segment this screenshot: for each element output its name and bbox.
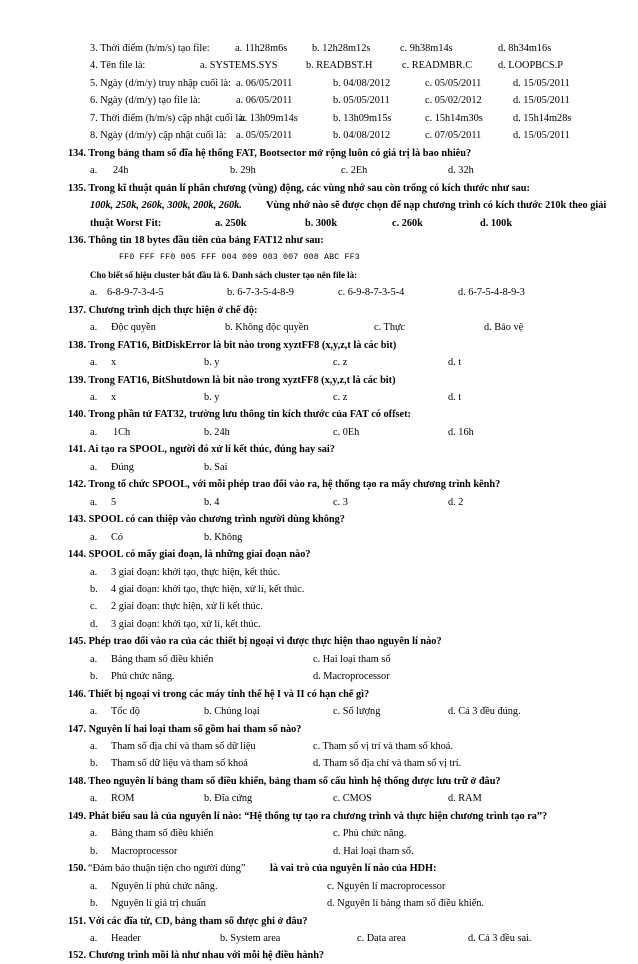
- line-text: Bảng tham số điều khiển: [111, 653, 214, 665]
- line-text: b. READBST.H: [306, 60, 373, 72]
- line-text: d. Tham số địa chỉ và tham số vị trí.: [313, 758, 462, 770]
- line-text: a.: [90, 357, 98, 369]
- question-line: [0, 215, 638, 232]
- answer-line: [0, 92, 638, 109]
- line-text: 140. Trong phần tử FAT32, trường lưu thông tin kích thước của FAT có offset:: [68, 409, 411, 421]
- line-text: a.: [90, 793, 98, 805]
- line-text: c. 07/05/2011: [425, 130, 482, 142]
- line-text: b. 12h28m12s: [312, 43, 371, 54]
- line-text: Đúng: [111, 461, 134, 473]
- answer-line: [0, 598, 638, 615]
- line-text: Header: [111, 932, 141, 944]
- answer-line: [0, 738, 638, 755]
- line-text: 139. Trong FAT16, BitShutdown là bit nào trong xyztFF8 (x,y,z,t là các bit): [68, 374, 396, 386]
- line-text: 146. Thiết bị ngoại vi trong các máy tính thế hệ I và II có hạn chế gì?: [68, 688, 370, 700]
- line-text: c. 05/05/2011: [425, 77, 482, 89]
- line-text: x: [111, 392, 117, 403]
- question-line: [0, 197, 638, 214]
- line-text: d. RAM: [448, 793, 482, 805]
- line-text: 5. Ngày (d/m/y) truy nhập cuối là:: [90, 77, 231, 89]
- line-text: 100k, 250k, 260k, 300k, 200k, 260k.: [90, 200, 242, 212]
- answer-line: [0, 319, 638, 336]
- question-line: [0, 476, 638, 493]
- line-text: b. y: [204, 392, 220, 403]
- line-text: d. 100k: [480, 217, 513, 229]
- line-text: a. 06/05/2011: [236, 77, 293, 89]
- line-text: 144. SPOOL có mấy giai đoạn, là những giai đoạn nào?: [68, 549, 311, 561]
- line-text: d. 15/05/2011: [513, 95, 570, 107]
- line-text: Vùng nhớ nào sẽ được chọn để nạp chương trình có kích thước 210k theo giải: [266, 200, 607, 212]
- line-text: d. 15/05/2011: [513, 130, 570, 142]
- line-text: a. SYSTEMS.SYS: [200, 60, 278, 72]
- line-text: d. LOOPBCS.P: [498, 60, 563, 72]
- line-text: b.: [90, 758, 98, 770]
- question-line: [0, 511, 638, 528]
- line-text: 3 giai đoạn: khởi tạo, thực hiện, kết thúc.: [111, 566, 281, 578]
- line-text: c. 9h38m14s: [400, 43, 453, 54]
- line-text: d. Cả 3 đều sai.: [468, 932, 532, 944]
- line-text: Nguyên lí phủ chức năng.: [111, 880, 218, 892]
- line-text: d. t: [448, 392, 462, 403]
- line-text: 141. Ai tạo ra SPOOL, người đó xử lí kết thúc, đúng hay sai?: [68, 444, 335, 456]
- line-text: d. Macroprocessor: [313, 671, 390, 683]
- line-text: b. 24h: [204, 426, 230, 438]
- line-text: b. 6-7-3-5-4-8-9: [227, 287, 294, 299]
- line-text: 134. Trong bảng tham số đĩa hệ thống FAT, Bootsector mở rộng luôn có giá trị là bao nhiêu?: [68, 147, 472, 159]
- line-text: c. Phủ chức năng.: [333, 828, 407, 840]
- question-line: [0, 441, 638, 458]
- line-text: Phủ chức năng.: [111, 671, 175, 683]
- line-text: c. 260k: [392, 217, 423, 229]
- line-text: d. t: [448, 357, 462, 369]
- question-line: [0, 406, 638, 423]
- line-text: 138. Trong FAT16, BitDiskError là bit nào trong xyztFF8 (x,y,z,t là các bit): [68, 339, 397, 351]
- line-text: Bảng tham số điều khiển: [111, 828, 214, 840]
- line-text: 6-8-9-7-3-4-5: [107, 287, 164, 299]
- line-text: Tham số địa chỉ và tham số dữ liệu: [111, 741, 256, 752]
- line-text: a.: [90, 426, 98, 438]
- question-line: [0, 686, 638, 703]
- line-text: c. Số lượng: [333, 706, 381, 718]
- line-text: d. Nguyên lí bảng tham số điều khiển.: [327, 898, 485, 910]
- line-text: 152. Chương trình mồi là như nhau với mỗi hệ điều hành?: [68, 950, 325, 962]
- question-line: [0, 267, 638, 284]
- line-text: 3 giai đoạn: khởi tạo, xử lí, kết thúc.: [111, 618, 261, 630]
- line-text: c. 2Eh: [341, 165, 368, 177]
- question-line: [0, 808, 638, 825]
- line-text: c. Nguyên lí macroprocessor: [327, 880, 446, 892]
- line-text: a.: [90, 461, 98, 473]
- line-text: b.: [90, 898, 98, 910]
- answer-line: [0, 616, 638, 633]
- question-line: [0, 633, 638, 650]
- line-text: 3. Thời điểm (h/m/s) tạo file:: [90, 43, 210, 54]
- line-text: a.: [90, 741, 98, 752]
- line-text: c. Data area: [357, 932, 406, 944]
- line-text: Tham số dữ liệu và tham số khoá: [111, 758, 248, 770]
- line-text: b. Đĩa cứng: [204, 793, 253, 805]
- answer-line: [0, 57, 638, 74]
- line-text: d. 8h34m16s: [498, 43, 552, 54]
- answer-line: [0, 494, 638, 511]
- line-text: 4. Tên file là:: [90, 60, 146, 72]
- line-text: a. 06/05/2011: [236, 95, 293, 107]
- line-text: d. 16h: [448, 426, 474, 438]
- line-text: b. 04/08/2012: [333, 77, 391, 89]
- line-text: 7. Thời điểm (h/m/s) cập nhật cuối là:: [90, 112, 246, 124]
- answer-line: [0, 790, 638, 807]
- answer-line: [0, 668, 638, 685]
- answer-line: [0, 249, 638, 266]
- answer-line: [0, 354, 638, 371]
- line-text: d. 2: [448, 496, 464, 508]
- line-text: b. Không: [204, 531, 243, 543]
- line-text: b. Sai: [204, 461, 228, 473]
- line-text: b. 13h09m15s: [333, 112, 392, 124]
- line-text: a.: [90, 287, 98, 299]
- answer-line: [0, 284, 638, 301]
- line-text: b. 04/08/2012: [333, 130, 391, 142]
- line-text: b. 300k: [305, 217, 338, 229]
- line-text: a.: [90, 880, 98, 892]
- line-text: Nguyên lí giá trị chuẩn: [111, 898, 206, 910]
- answer-line: [0, 878, 638, 895]
- line-text: c. CMOS: [333, 793, 372, 805]
- line-text: 142. Trong tổ chức SPOOL, với mỗi phép trao đổi vào ra, hệ thống tạo ra mấy chương trình kênh?: [68, 479, 501, 491]
- answer-line: [0, 860, 638, 877]
- line-text: a.: [90, 531, 98, 543]
- line-text: d. 32h: [448, 165, 474, 177]
- answer-line: [0, 564, 638, 581]
- line-text: c. 0Eh: [333, 426, 360, 438]
- line-text: c.: [90, 601, 98, 613]
- line-text: a. 05/05/2011: [236, 130, 293, 142]
- line-text: c. 05/02/2012: [425, 95, 482, 107]
- line-text: 149. Phát biểu sau là của nguyên lí nào: “Hệ thống tự tạo ra chương trình và thực hiện chương trình tạo ra”?: [68, 810, 548, 822]
- question-line: [0, 721, 638, 738]
- line-text: a.: [90, 828, 98, 840]
- answer-line: [0, 651, 638, 668]
- question-line: [0, 372, 638, 389]
- line-text: b. Không độc quyền: [225, 322, 309, 334]
- line-text: 4 giai đoạn: khởi tạo, thực hiện, xử lí, kết thúc.: [111, 583, 305, 595]
- line-text: c. Thực: [374, 322, 406, 334]
- line-text: Cho biết số hiệu cluster bắt đầu là 6. Danh sách cluster tạo nên file là:: [90, 269, 358, 280]
- line-text: 1Ch: [113, 426, 131, 438]
- answer-line: [0, 825, 638, 842]
- line-text: c. Hai loại tham số: [313, 653, 391, 665]
- line-text: a.: [90, 932, 98, 944]
- line-text: d. Cả 3 đều đúng.: [448, 706, 521, 718]
- answer-line: [0, 581, 638, 598]
- answer-line: [0, 127, 638, 144]
- line-text: a.: [90, 496, 98, 508]
- line-text: Tốc độ: [111, 706, 140, 718]
- line-text: c. z: [333, 392, 348, 403]
- line-text: b.: [90, 845, 98, 857]
- line-text: 136. Thông tin 18 bytes đầu tiên của bảng FAT12 như sau:: [68, 234, 324, 246]
- question-line: [0, 232, 638, 249]
- line-text: a. 250k: [215, 217, 247, 229]
- question-line: [0, 913, 638, 930]
- answer-line: [0, 424, 638, 441]
- line-text: Macroprocessor: [111, 845, 178, 857]
- line-text: là vai trò của nguyên lí nào của HDH:: [270, 863, 437, 875]
- answer-line: [0, 110, 638, 127]
- line-text: c. Tham số vị trí và tham số khoá.: [313, 741, 453, 752]
- line-text: d. Bảo vệ: [484, 322, 524, 334]
- question-line: [0, 947, 638, 964]
- line-text: a.: [90, 566, 98, 578]
- line-text: c. 15h14m30s: [425, 112, 483, 124]
- line-text: ROM: [111, 793, 135, 805]
- line-text: a.: [90, 653, 98, 665]
- line-text: b. System area: [220, 932, 281, 944]
- answer-line: [0, 75, 638, 92]
- line-text: a.: [90, 322, 98, 334]
- line-text: a. 11h28m6s: [235, 43, 288, 54]
- question-line: [0, 145, 638, 162]
- line-text: 135. Trong kĩ thuật quản lí phân chương (vùng) động, các vùng nhớ sau còn trống có kích thước như sau:: [68, 182, 530, 194]
- line-text: a.: [90, 706, 98, 718]
- line-text: a.: [90, 392, 98, 403]
- line-text: “Đảm bảo thuận tiện cho người dùng”: [88, 863, 246, 875]
- line-text: b. 05/05/2011: [333, 95, 390, 107]
- line-text: 137. Chương trình dịch thực hiện ở chế độ:: [68, 304, 258, 316]
- question-line: [0, 337, 638, 354]
- answer-line: [0, 459, 638, 476]
- line-text: 147. Nguyên lí hai loại tham số gồm hai tham số nào?: [68, 723, 302, 735]
- line-text: b. 4: [204, 496, 220, 508]
- line-text: 150.: [68, 863, 87, 875]
- line-text: FF0 FFF FF0 005 FFF 004 009 003 007 008 ABC FF3: [119, 252, 360, 263]
- answer-line: [0, 843, 638, 860]
- line-text: b.: [90, 583, 98, 595]
- line-text: c. READMBR.C: [402, 60, 473, 72]
- answer-line: [0, 755, 638, 772]
- line-text: d. Hai loại tham số.: [333, 845, 414, 857]
- line-text: 2 giai đoạn: thực hiện, xử lí kết thúc.: [111, 601, 263, 613]
- line-text: a.: [90, 165, 98, 177]
- line-text: thuật Worst Fit:: [90, 217, 162, 229]
- line-text: 5: [111, 496, 117, 508]
- line-text: x: [111, 357, 117, 369]
- line-text: 24h: [113, 165, 129, 177]
- line-text: b.: [90, 671, 98, 683]
- question-line: [0, 773, 638, 790]
- answer-line: [0, 895, 638, 912]
- question-line: [0, 546, 638, 563]
- question-line: [0, 180, 638, 197]
- line-text: b. y: [204, 357, 220, 369]
- line-text: 145. Phép trao đổi vào ra của các thiết bị ngoại vi được thực hiện thao nguyên lí nào?: [68, 636, 442, 648]
- line-text: b. 29h: [230, 165, 256, 177]
- line-text: 143. SPOOL có can thiệp vào chương trình người dùng không?: [68, 514, 345, 526]
- answer-line: [0, 162, 638, 179]
- line-text: a. 13h09m14s: [240, 112, 298, 124]
- line-text: Có: [111, 531, 124, 543]
- answer-line: [0, 529, 638, 546]
- line-text: c. z: [333, 357, 348, 369]
- line-text: b. Chủng loại: [204, 706, 260, 718]
- line-text: 151. Với các đĩa từ, CD, bảng tham số được ghi ở đâu?: [68, 915, 308, 927]
- line-text: Độc quyền: [111, 322, 156, 334]
- answer-line: [0, 389, 638, 406]
- line-text: d.: [90, 618, 98, 630]
- line-text: c. 3: [333, 496, 348, 508]
- answer-line: [0, 703, 638, 720]
- line-text: 8. Ngày (d/m/y) cập nhật cuối là:: [90, 130, 227, 142]
- line-text: 148. Theo nguyên lí bảng tham số điều khiển, bảng tham số cấu hình hệ thống được lưu trữ ở đâu?: [68, 775, 501, 787]
- question-line: [0, 302, 638, 319]
- answer-line: [0, 40, 638, 57]
- line-text: 6. Ngày (d/m/y) tạo file là:: [90, 95, 201, 107]
- line-text: c. 6-9-8-7-3-5-4: [338, 287, 405, 299]
- line-text: d. 6-7-5-4-8-9-3: [458, 287, 525, 299]
- line-text: d. 15/05/2011: [513, 77, 570, 89]
- line-text: d. 15h14m28s: [513, 112, 572, 124]
- answer-line: [0, 930, 638, 947]
